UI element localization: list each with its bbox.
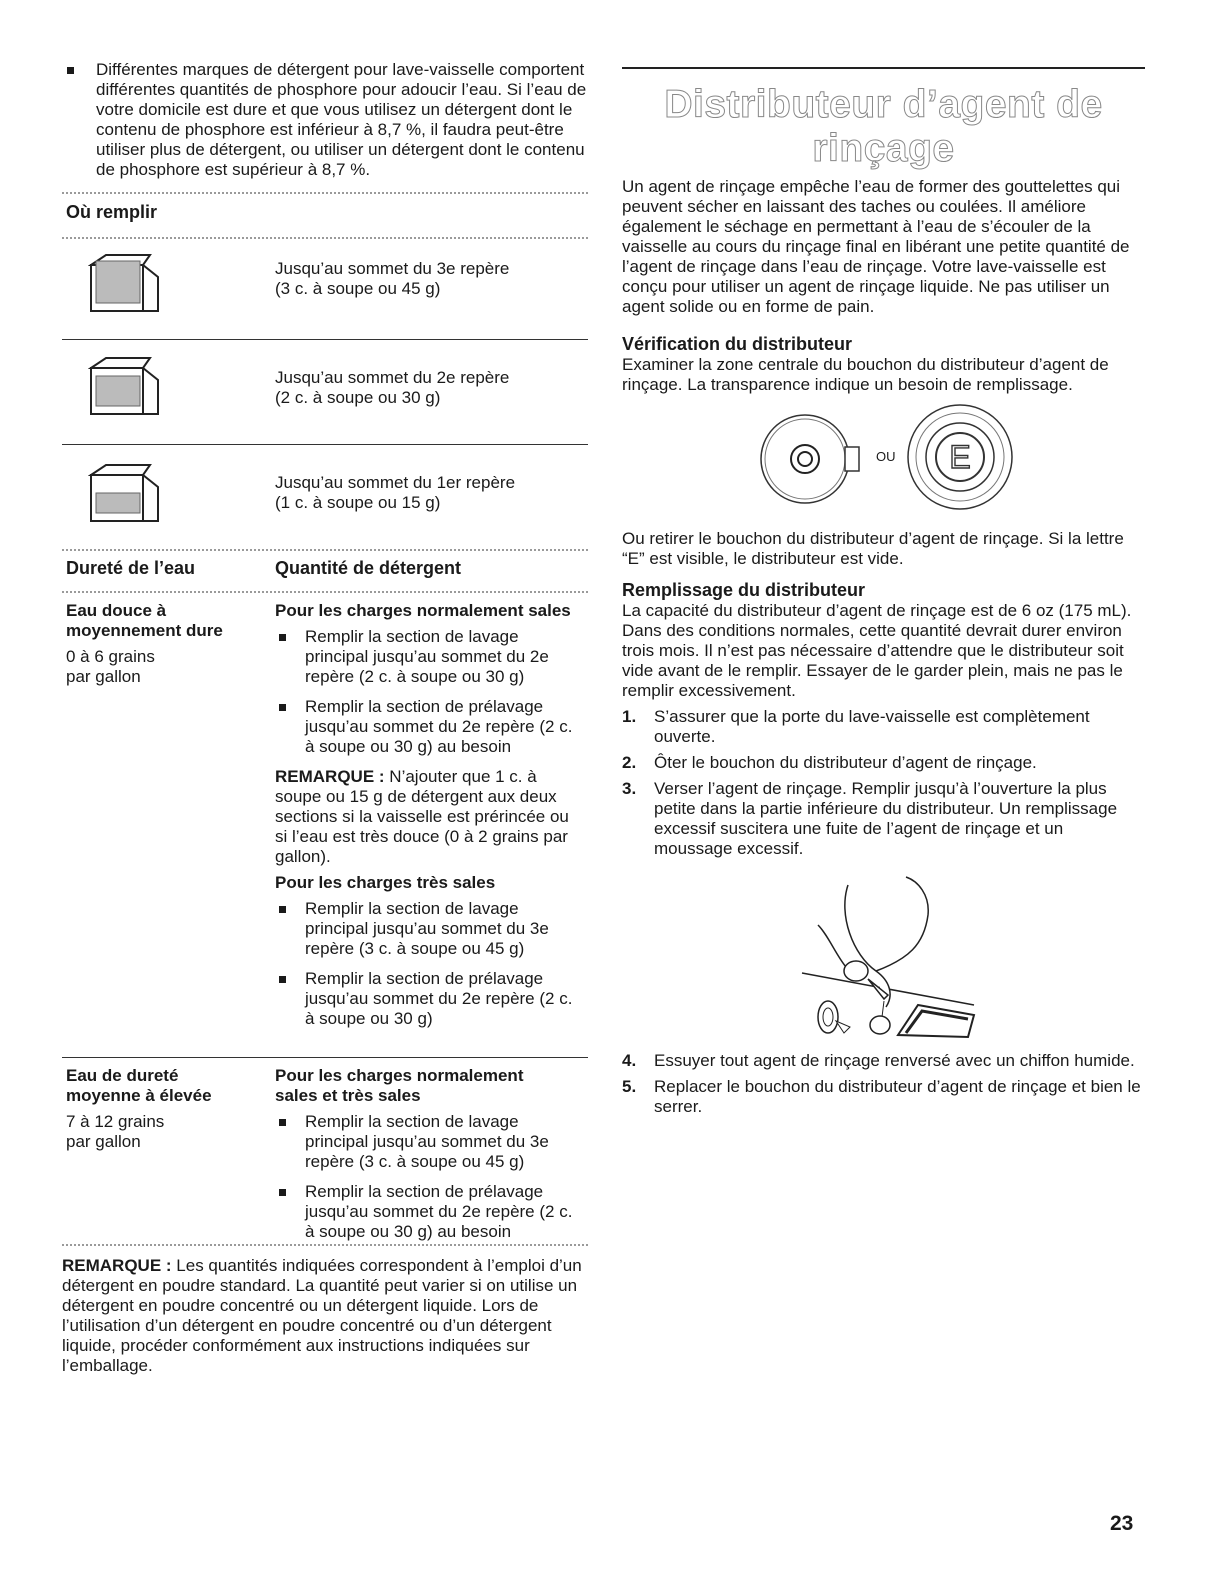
fill-level-amount: (2 c. à soupe ou 30 g): [275, 388, 441, 407]
divider: [62, 1057, 588, 1058]
quantity-cell: [275, 601, 585, 1029]
fill-steps: [622, 1051, 1145, 1117]
hardness-title: Eau de dureté moyenne à élevée: [66, 1066, 212, 1105]
hardness-value: 0 à 6 grains par gallon: [66, 647, 155, 686]
fill-level-2: [62, 352, 588, 440]
step-text: Replacer le bouchon du distributeur d’agent de rinçage et bien le serrer.: [654, 1077, 1141, 1116]
note-text: N’ajouter que 1 c. à soupe ou 15 g de détergent aux deux sections si la vaisselle est prérincée ou si l’eau est très douce (0 à 2 grains par gallon).: [275, 767, 569, 866]
fill-dispenser-heading: Remplissage du distributeur: [622, 580, 866, 600]
hardness-row-soft: [62, 601, 588, 1057]
step-number: 2.: [622, 753, 637, 772]
bullet-item: Remplir la section de prélavage jusqu’au sommet du 2e repère (2 c. à soupe ou 30 g): [275, 969, 585, 1029]
pouring-rinse-aid-illustration: [798, 875, 978, 1045]
cap-letter-e: E: [949, 439, 971, 475]
step-number: 5.: [622, 1077, 637, 1096]
step-number: 1.: [622, 707, 637, 726]
step-item: [622, 1077, 1145, 1117]
dispenser-cap-clear-icon: [760, 401, 870, 511]
note-text: Les quantités indiquées correspondent à l’emploi d’un détergent en poudre standard. La quantité peut varier si on utilise un détergent en poudre concentré ou un détergent liquide. Lors de l’utilisation d’un détergent en poudre concentré ou d’un détergent liquide, procéder conformément aux instructions indiquées sur l’emballage.: [62, 1256, 582, 1375]
divider: [62, 237, 588, 239]
check-dispenser-text: Examiner la zone centrale du bouchon du distributeur d’agent de rinçage. La transparence indique un besoin de remplissage.: [622, 355, 1109, 394]
intro-bullet: Différentes marques de détergent pour lave-vaisselle comportent différentes quantités de phosphore pour adoucir l’eau. Si l’eau de votre domicile est dure et que vous utilisez un détergent dont le contenu de phosphore est inférieur à 8,7 %, il faudra peut-être utiliser plus de détergent, ou utiliser un détergent dont le contenu de phosphore est supérieur à 8,7 %.: [62, 60, 588, 180]
heavy-loads-heading: Pour les charges très sales: [275, 873, 496, 892]
cap-illustration: [622, 401, 1145, 511]
step-number: 3.: [622, 779, 637, 798]
fill-level-line: Jusqu’au sommet du 1er repère: [275, 473, 516, 492]
step-text: S’assurer que la porte du lave-vaisselle est complètement ouverte.: [654, 707, 1090, 746]
bottom-note: [62, 1256, 588, 1376]
fill-steps: [622, 707, 1145, 859]
fill-level-amount: (3 c. à soupe ou 45 g): [275, 279, 441, 298]
step-item: [622, 753, 1145, 773]
section-title: Distributeur d’agent de rinçage: [664, 83, 1103, 170]
detergent-cup-one-third-icon: [88, 463, 168, 525]
fill-level-line: Jusqu’au sommet du 2e repère: [275, 368, 510, 387]
hardness-table-header: [62, 555, 588, 581]
divider: [62, 192, 588, 194]
or-label: OU: [876, 449, 896, 464]
divider: [62, 339, 588, 340]
note: [275, 767, 585, 867]
note-label: REMARQUE :: [275, 767, 385, 786]
step-item: [622, 1051, 1145, 1071]
divider: [62, 444, 588, 445]
fill-level-3: [62, 251, 588, 339]
fill-level-text: [275, 259, 509, 299]
page-number: 23: [1110, 1512, 1134, 1535]
hardness-cell: [66, 601, 266, 687]
where-fill-heading: Où remplir: [66, 202, 158, 222]
hardness-title: Eau douce à moyennement dure: [66, 601, 223, 640]
col-water-hardness: Dureté de l’eau: [66, 558, 196, 578]
step-item: [622, 779, 1145, 859]
section-rule: [622, 67, 1145, 69]
fill-level-line: Jusqu’au sommet du 3e repère: [275, 259, 510, 278]
fill-level-amount: (1 c. à soupe ou 15 g): [275, 493, 441, 512]
detergent-cup-two-thirds-icon: [88, 356, 168, 418]
hardness-row-hard: [62, 1066, 588, 1244]
rinse-aid-intro: Un agent de rinçage empêche l’eau de former des gouttelettes qui peuvent sécher en laissant des taches ou coulées. Il améliore également le séchage en permettant à l’eau de s’écouler de la vaisselle au cours du rinçage final en libérant une petite quantité de l’agent de rinçage dans l’eau de rinçage. Votre lave-vaisselle est conçu pour utiliser un agent de rinçage liquide. Ne pas utiliser un agent solide ou en forme de pain.: [622, 177, 1130, 316]
step-text: Verser l’agent de rinçage. Remplir jusqu’à l’ouverture la plus petite dans la partie inférieure du distributeur. Un remplissage excessif suscitera une fuite de l’agent de rinçage et un moussage excessif.: [654, 779, 1118, 858]
bullet-item: Remplir la section de lavage principal jusqu’au sommet du 2e repère (2 c. à soupe ou 30 g): [275, 627, 585, 687]
col-detergent-quantity: Quantité de détergent: [275, 558, 462, 578]
fill-level-text: [275, 368, 509, 408]
step-text: Ôter le bouchon du distributeur d’agent de rinçage.: [654, 753, 1037, 772]
detergent-cup-full-icon: [88, 253, 168, 315]
normal-loads-heading: Pour les charges normalement sales: [275, 601, 571, 620]
fill-level-1: [62, 459, 588, 547]
loads-heading: Pour les charges normalement sales et très sales: [275, 1066, 524, 1105]
hardness-value: 7 à 12 grains par gallon: [66, 1112, 165, 1151]
quantity-cell: [275, 1066, 585, 1242]
fill-dispenser-text: La capacité du distributeur d’agent de rinçage est de 6 oz (175 mL). Dans des conditions normales, cette quantité devrait durer environ trois mois. Il n’est pas nécessaire d’attendre que le distributeur soit vide avant de le remplir. Essayer de le garder plein, mais ne pas le remplir excessivement.: [622, 601, 1132, 700]
left-column: [62, 60, 588, 1376]
dispenser-cap-empty-icon: [902, 401, 1014, 513]
divider: [62, 591, 588, 593]
bullet-item: Remplir la section de prélavage jusqu’au sommet du 2e repère (2 c. à soupe ou 30 g) au besoin: [275, 1182, 585, 1242]
hardness-cell: [66, 1066, 266, 1152]
bullet-item: Remplir la section de lavage principal jusqu’au sommet du 3e repère (3 c. à soupe ou 45 g): [275, 1112, 585, 1172]
step-text: Essuyer tout agent de rinçage renversé avec un chiffon humide.: [654, 1051, 1135, 1070]
fill-level-text: [275, 473, 515, 513]
step-item: [622, 707, 1145, 747]
divider: [62, 549, 588, 551]
right-column: [622, 60, 1145, 1117]
bullet-item: Remplir la section de prélavage jusqu’au sommet du 2e repère (2 c. à soupe ou 30 g) au besoin: [275, 697, 585, 757]
check-dispenser-heading: Vérification du distributeur: [622, 334, 853, 354]
divider: [62, 1244, 588, 1246]
bullet-item: Remplir la section de lavage principal jusqu’au sommet du 3e repère (3 c. à soupe ou 45 g): [275, 899, 585, 959]
step-number: 4.: [622, 1051, 637, 1070]
remove-cap-text: Ou retirer le bouchon du distributeur d’agent de rinçage. Si la lettre “E” est visible, le distributeur est vide.: [622, 529, 1124, 568]
note-label: REMARQUE :: [62, 1256, 172, 1275]
